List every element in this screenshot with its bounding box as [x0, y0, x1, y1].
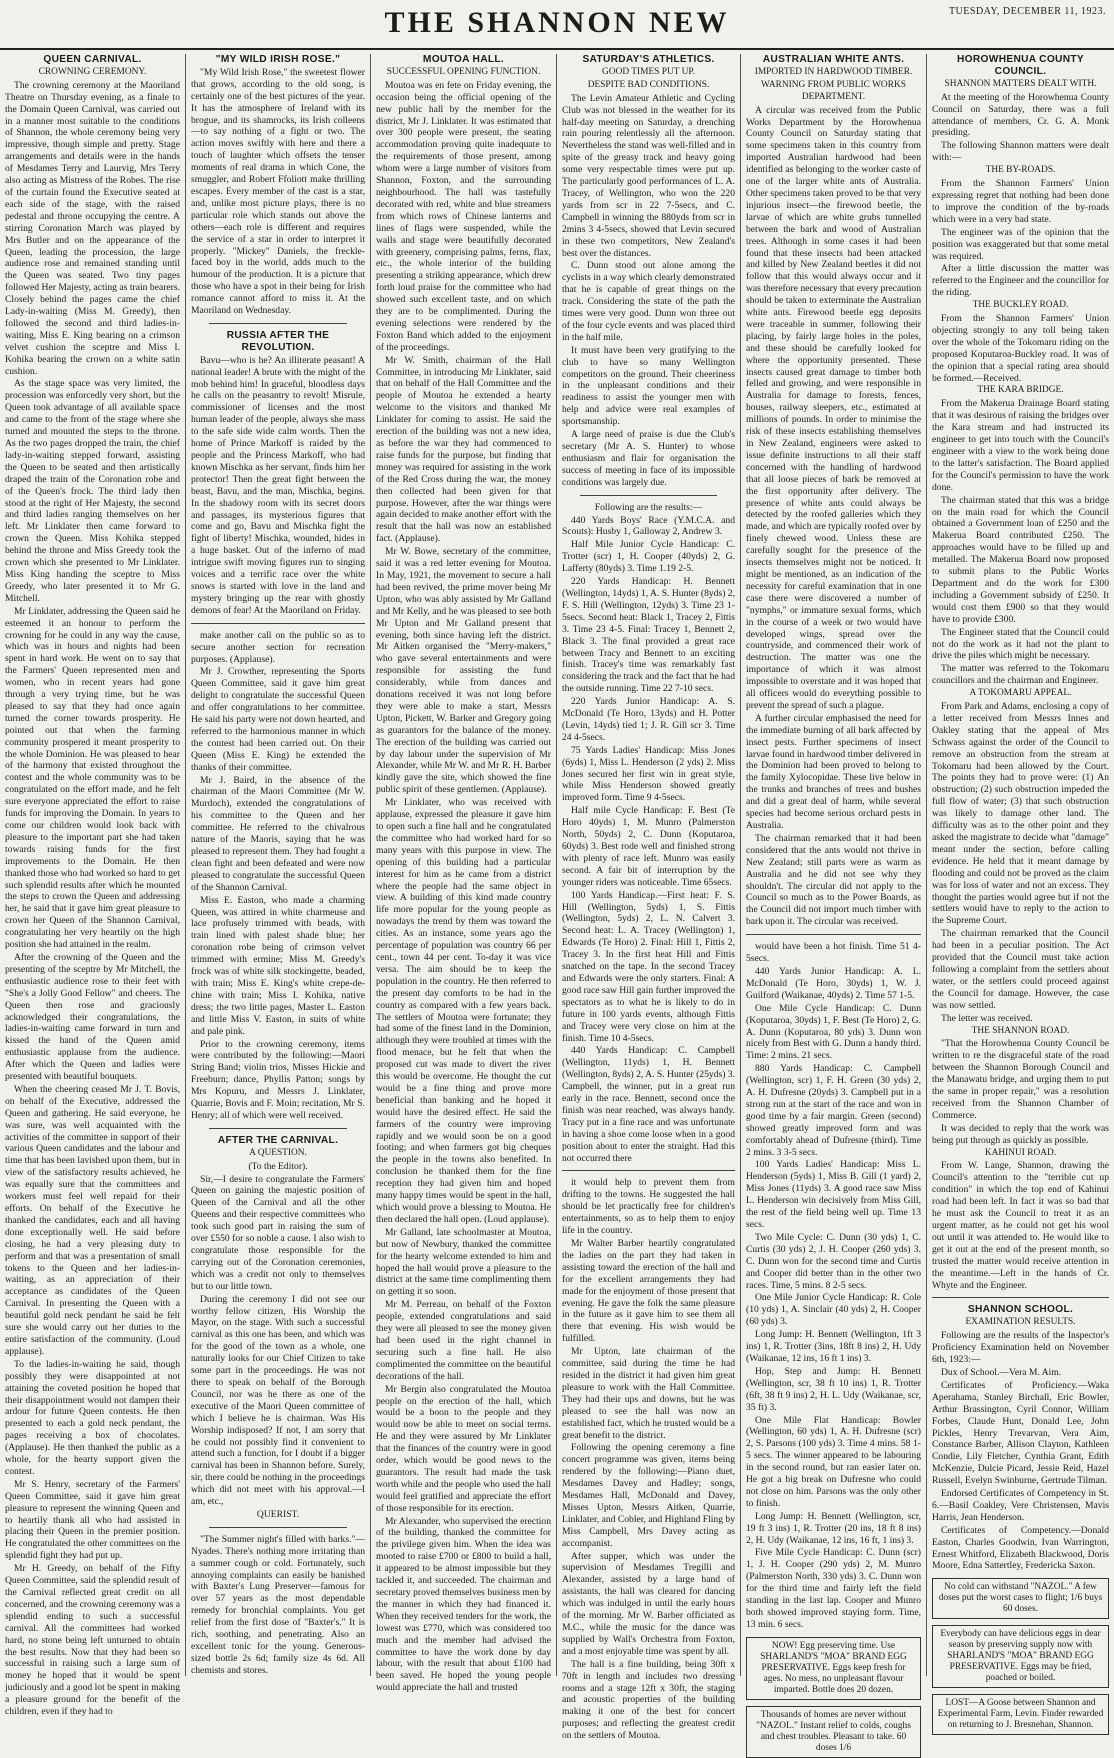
result-entry: 220 Yards Junior Handicap: A. S. McDonald (Te Horo, 13yds) and H. Potter (Levin, 14yds) tied 1; J. R. Gill scr 3. Time 24 4-5secs.: [562, 696, 735, 743]
article-paragraph: The hall is a fine building, being 30ft x 70ft in length and includes two dressing rooms and a stage 12ft x 30ft, the staging and acoustic properties of the building making it one of the best for concert purposes; and reflecting the greatest credit on the settlers of Moutoa.: [562, 1658, 735, 1742]
article-paragraph: A large need of praise is due the Club's secretary (Mr A. S. Hunter) to whose enthusiasm and flair for organisation the success of meeting in face of its impossible conditions was largely due.: [562, 429, 735, 488]
article-paragraph: The matter was referred to the Tokomaru councillors and the chairman and Engineer.: [932, 663, 1109, 687]
article-paragraph: From the Shannon Farmers' Union objecting strongly to any toll being taken over the whole of the Tokomaru riding on the proposed Koputaroa-Buckley road. It was of the opinion that a special rating area should be formed.—Received.: [932, 313, 1109, 384]
article-paragraph: Moutoa was en fete on Friday evening, the occasion being the official opening of the new public hall by the member for the district, Mr J. Linklater. It was estimated that over 300 people were present, the seating accommodation proving quite inadequate to the requirements of those present, among whom were a large number of visitors from Shannon, Foxton, and the surrounding neighbourhood. The hall was tastefully decorated with red, white and blue streamers from which rows of Chinese lanterns and lines of flags were suspended, while the walls and stage were beautifully decorated with greenery, comprising palms, ferns, flax, etc., the whole interior of the building presenting a striking appearance, which drew forth loud praise for the committee who had showed such excellent taste, and on which they are to be complimented. During the evening selections were rendered by the Foxton Band which added to the enjoyment of the proceedings.: [376, 79, 551, 353]
result-entry: 440 Yards Boys' Race (Y.M.C.A. and Scouts): Husby 1, Galloway 2, Andrew 3.: [562, 514, 735, 538]
article-paragraph: It was decided to reply that the work was being put through as quickly as possible.: [932, 1122, 1109, 1146]
result-entry: Long Jump: H. Bennett (Wellington, scr, 19 ft 3 ins) 1, R. Trotter (20 ins, 18 ft 8 ins) 2, H. Udy (Waikanae, 12 ins, 16 ft, 1 ins) 3.: [746, 1510, 921, 1546]
result-entry: 100 Yards Ladies' Handicap: Miss L. Henderson (5yds) 1, Miss B. Gill (1 yard) 2, Miss Jones (11yds) 3. A good race saw Miss L. Henderson win decisively from Miss Gill, the rest of the field being well up. Time 13 secs.: [746, 1159, 921, 1230]
divider: [209, 1527, 347, 1528]
article-paragraph: Following the opening ceremony a fine concert programme was given, items being rendered by the following:—Piano duet, Mesdames Davey and Hadley; songs, Mesdames Hall, McDonald and Davey, Misses Upton, Messrs Aitken, Quarrie, Linklater, and Cobler, and Highland Fling by Miss Campbell, Mrs Davey acting as accompanist.: [562, 1442, 735, 1549]
divider: [746, 934, 921, 935]
article-subheading: IMPORTED IN HARDWOOD TIMBER.: [754, 66, 913, 77]
article-paragraph: At the meeting of the Horowhenua County Council on Saturday, there was a full attendance of members, Cr. G. A. Monk presiding.: [932, 91, 1109, 139]
issue-date: TUESDAY, DECEMBER 11, 1923.: [948, 6, 1106, 17]
article-paragraph: Mr Linklater, addressing the Queen said he esteemed it an honour to perform the crowning for he could in any way the cause, which was in hours and nights had been spent in hard work. He went on to say that the Farmers' Queen represented men and women, who in recent years had gone through a very trying time, but he was pleased to say that they had once again turned the corner towards prosperity. He pointed out that when the farming community prospered it meant prosperity to the whole Dominion. He was pleased to hear of the harmony that existed throughout the contest and the whole community was to be congratulated on the effort made, and he felt sure everyone appreciated the effort to raise funds for improving the Domain. In years to come our children would look back with pleasure to the important part she had taken towards raising funds for the first improvements to the Domain. He then thanked those who had worked so hard to get such splendid results after which he mounted the steps to crown the Queen and addressing her, he said that it gave him great pleasure to crown her Queen of the Shannon Carnival, congratulating her very heartily on the high position she had attained in the realm.: [5, 605, 180, 951]
article-paragraph: After supper, which was under the supervision of Mesdames Tregilli and Alexander, assisted by a large band of assistants, the hall was cleared for dancing which was indulged in until the early hours of the morning. Mr W. Barber officiated as M.C., while the music for the dance was supplied by Wall's Orchestra from Foxton, and a most enjoyable time was spent by all.: [562, 1550, 735, 1657]
classified-lost-goose: LOST—A Goose between Shannon and Experimental Farm, Levin. Finder rewarded on returning to J. Bresnehan, Shannon.: [932, 1694, 1109, 1735]
article-paragraph: The Engineer stated that the Council could not do the work as it had not the plant to drive the piles which might be necessary.: [932, 626, 1109, 662]
article-paragraph: Sir,—I desire to congratulate the Farmers' Queen on gaining the majestic position of Queen of the Carnival and all the other Queens and their respective committees who took such good part in raising the sum of over £550 for so noble a cause. I also wish to congratulate those responsible for the carrying out of the Coronation ceremonies, which was a credit not only to themselves but to our little town.: [191, 1173, 365, 1292]
article-paragraph: Certificates of Competency.—Donald Easton, Charles Goodwin, Ivan Warrington, Ernest Whitford, Elizabeth Blackwood, Doris Moore, Edna Sattertley, Fredericka Saxon.: [932, 1524, 1109, 1572]
article-paragraph: As the stage space was very limited, the procession was enforcedly very short, but the Queen took advantage of all available space and came to the front of the stage where she turned and mounted the steps to the throne. As the two pages dropped the train, the chief lady-in-waiting stepped forward, assisting the Queen to be seated and then artistically draped the train of the Coronation robe and of the Queen's frock. The third lady then stood at the right of Her Majesty, the second and third ladies ranging themselves on her left. Mr Linklater then came forward to crown the Queen. Miss Kohika stepped behind the throne and Miss Greedy took the crown which she presented to Mr Linklater. Miss King handing the sceptre to Miss Greedy, who later presented it to Mr G. Mitchell.: [5, 378, 180, 604]
article-heading-queen-carnival: QUEEN CARNIVAL.: [43, 54, 142, 65]
article-paragraph: The chairman remarked that it had been considered that the ants would not thrive in New Zealand; still parts were as warm as Australia and he did not see why they shouldn't. The circular did not apply to the Council so much as to the Power Boards, as the Council did not import much timber with bark upon it. The circular was received.: [746, 832, 921, 928]
article-paragraph: Mr M. Perreau, on behalf of the Foxton people, extended congratulations and said they were all pleased to see the money given had been used in the right channel in securing such a fine hall. He also complimented the committee on the beautiful decorations of the hall.: [376, 1299, 551, 1382]
result-entry: 440 Yards Junior Handicap: A. L. McDonald (Te Horo, 30yds) 1, W. J. Guilford (Waikanae, 40yds) 2. Time 57 1-5.: [746, 965, 921, 1001]
article-subheading: EXAMINATION RESULTS.: [965, 1317, 1076, 1328]
article-paragraph: The crowning ceremony at the Maoriland Theatre on Thursday evening, as a finale to the Domain Queen Carnival, was carried out in a manner most suitable to the conditions of Shannon, the whole ceremony being very impressive, though simple and pretty. Stage arrangements and details were in the hands of Mesdames Terry and Laurvig, Mrs Terry also acting as Mistress of the Robes. The rise of the curtain found the Executive seated at each side of the stage, with the raised pedestal and throne occupying the centre. A stirring Coronation March was played by Mrs Butler and on the appearance of the Queen, leading the procession, the large audience rose and remained standing until the Queen was seated. Two tiny pages followed Her Majesty, acting as train bearers. Closely behind the pages came the chief Lady-in-waiting (Miss M. Greedy), then followed the second and third ladies-in-waiting, Miss E. King bearing on a crimson velvet cushion the sceptre and Miss I. Kohika bearing the crown on a white satin cushion.: [5, 79, 180, 377]
article-heading-wild-irish-rose: "MY WILD IRISH ROSE.": [215, 54, 341, 65]
article-heading-athletics: SATURDAY'S ATHLETICS.: [582, 54, 715, 65]
article-paragraph: During the ceremony I did not see our worthy fellow citizen, His Worship the Mayor, on the stage. With such a successful carnival as this one has been, and which was for the good of the town as a whole, one naturally looks for our Chief Citizen to take some part in the proceedings. He was not there to speak on behalf of the Borough Council, nor was he there as one of the executive of the Maori Queen committee of which I believe he is chairman. Was His Worship indisposed? If not, I am sorry that he could not possibly find it convenient to attend such a function, for I doubt if a bigger carnival has been in Shannon before. Surely, sir, there could be nothing in the proceedings which did not meet with his approval.—I am, etc.,: [191, 1293, 365, 1508]
newspaper-title: THE SHANNON NEW: [384, 6, 730, 39]
article-paragraph: It must have been very gratifying to the club to have so many Wellington competitors on the ground. Their cheeriness in the unpleasant conditions and their readiness to assist the younger men with help and advice were real examples of sportsmanship.: [562, 344, 735, 428]
article-paragraph: Mr Linklater, who was received with applause, expressed the pleasure it gave him to open such a fine hall and he congratulated the committee who had worked hard for so many years with this purpose in view. The opening of this building had a particular interest for him as he came from a district where the people had the same object in view. A building of this kind made country life more popular for the young people as nowadays the trend by them was toward the cities. As an instance, some years ago the percentage of population was country 66 per cent., town 44 per cent. To-day it was vice versa. The aim should be to keep the population in the country. He then referred to the present day comforts to be had in the country as compared with a few years back. The settlers of Moutoa were fortunate; they had some of the finest land in the Dominion, although they were troubled at times with the flood menace, but he felt that when the proposed cut was made to divert the river this would be overcome. He thought the cut would be a fine thing and prove more beneficial than banking and he hoped it would have the desired effect. He said the farmers of the country were improving rapidly and we would soon be on a good footing; and when farmers got big cheques the people in the towns also benefited. In conclusion he thanked them for the fine reception they had given him and hoped many happy times would be spent in the hall, which would prove a blessing to Moutoa. He then declared the hall open. (Loud applause).: [376, 797, 551, 1225]
article-paragraph: The engineer was of the opinion that the position was exaggerated but that some metal was required.: [932, 226, 1109, 262]
article-paragraph: Endorsed Certificates of Competency in St. 6.—Basil Coakley, Vere Christensen, Mavis Harris, Jean Henderson.: [932, 1488, 1109, 1523]
article-paragraph: Certificates of Proficiency.—Waka Aperahama, Stanley Birchall, Eric Bowler, Arthur Brassington, Cyril Connor, William Forbes, Claude Hunt, Donald Lee, John Pickles, Henry Trevarvan, Vera Aim, Constance Barber, Allison Clayton, Kathleen Condie, Lily Fletcher, Cynthia Grant, Edith McKenzie, Dulcie Picard, Jessie Reid, Hazel Russell, Evelyn Swinburne, Gertrude Tilman.: [932, 1379, 1109, 1487]
column-5: [740, 54, 926, 1753]
article-paragraph: Mr W. Bowe, secretary of the committee, said it was a red letter evening for Moutoa. In May, 1921, the movement to secure a hall had been revived, the prime mover being Mr Upton, who was ably assisted by Mr Galland and Mr Kelly, and he was pleased to see both Mr Upton and Mr Galland present that evening, both since having left the district. Mr Aitken organised the "Merry-makers," who gave several entertainments and were responsible for assisting the fund considerably, while from dances and donations received it was not long before they were able to make a start, Messrs Upton, Pickett, W. Barker and Gregory going as guarantors for the balance of the money. The erection of the building was carried out by day labour under the supervision of Mr Alexander, while Mr W. and Mr R. H. Barber kindly gave the site, which showed the fine public spirit of these gentlemen. (Applause).: [376, 546, 551, 796]
result-entry: One Mile Junior Cycle Handicap: R. Cole (10 yds) 1, A. Sinclair (40 yds) 2, H. Cooper (60 yds) 3.: [746, 1292, 921, 1328]
article-paragraph: Mr W. Smith, chairman of the Hall Committee, in introducing Mr Linklater, said that on behalf of the Hall Committee and the people of Moutoa he extended a hearty welcome to the visitors and thanked Mr Linklater for coming to assist. He said the erection of the building was not a new idea, as before the war they had commenced to raise funds for the purpose, but finding that money was required for assisting in the work of the Red Cross during the war, the money then collected had been given for that purpose. However, after the war things were again decided to make another effort with the result that the hall was now an established fact. (Applause).: [376, 354, 551, 545]
article-paragraph: Prior to the crowning ceremony, items were contributed by the following:—Maori String Band; violin trios, Misses Hickie and Freeburn; dance, Phyllis Patton; songs by Mrs Kopuru, and Messrs J. Linklater, Quarrie, Bovis and F. Moin; recitation, Mr S. Henry; all of which were well received.: [191, 1038, 365, 1121]
section-heading: THE BY-ROADS.: [985, 165, 1056, 176]
article-paragraph: Mr Galland, late schoolmaster at Moutoa, but now of Newbury, thanked the committee for the hearty welcome extended to him and hoped the hall would prove a pleasure to the district at the same time complimenting them on getting it so soon.: [376, 1226, 551, 1298]
result-entry: Half Mile Junior Cycle Handicap: C. Trotter (scr) 1, H. Cooper (40yds) 2, G. Lafferty (80yds) 3. Time 1.19 2-5.: [562, 539, 735, 575]
article-paragraph: To the ladies-in-waiting he said, though possibly they were disappointed at not attaining the coveted position he hoped that their disappointment would not dampen their ardour for future Queen contests. He then presented to each a gold neck pendant, the pages receiving a box of chocolates. (Applause). He then thanked the public as a whole, for the hearty support given the contest.: [5, 1358, 180, 1477]
result-entry: 100 Yards Handicap.—First heat: F. S. Hill (Wellington, 5yds) 1, S. Fittis (Wellington, 5yds) 2, L. N. Calvert 3. Second heat: L. A. Tracey (Wellington) 1, Edwards (Te Horo) 2. Final: Hill 1, Fittis 2, Tracey 3. In the first heat Hill and Fittis snatched on the tape. In the second Tracey and Edwards were the only starters. Final: A good race saw Hill gain further improved the spectators as to what he is likely to do in future in 100 yards events, although Fittis and Tracey were very close on him at the finish. Time 10 4-5secs.: [562, 889, 735, 1044]
article-heading-russia: RUSSIA AFTER THE REVOLUTION.: [226, 329, 330, 353]
column-1: [0, 54, 185, 1718]
article-paragraph: The chairman stated that this was a bridge on the main road for which the Council obtained a Government loan of £250 and the Makerua Board contributed £250. The approaches would have to be filled up and metalled. The Makerua Board now proposed to submit plans to the Public Works Department and do the work for £300 including a Government subsidy of £250. It would cost them £900 so that they would have to provide £300.: [932, 494, 1109, 625]
article-paragraph: After a little discussion the matter was referred to the Engineer and the councillor for the riding.: [932, 263, 1109, 299]
article-paragraph: (To the Editor).: [248, 1160, 308, 1172]
letter-signoff: QUERIST.: [256, 1508, 300, 1520]
section-heading: KAHINUI ROAD.: [984, 1147, 1057, 1158]
advertisement-egg-preservative: Everybody can have delicious eggs in dear season by preserving supply now with SHARLAND'S "MOA" BRAND EGG PRESERVATIVE. Eggs may be fried, poached or boiled.: [932, 1625, 1109, 1688]
divider: [209, 323, 347, 324]
result-entry: Five Mile Cycle Handicap: C. Dunn (scr) 1, J. H. Cooper (290 yds) 2, M. Munro (Palmerston North, 330 yds) 3. C. Dunn won for the third time and fairly left the field standing in the last lap. Cooper and Munro both showed improved staying form. Time, 13 min. 6 secs.: [746, 1547, 921, 1630]
article-paragraph: "That the Horowhenua County Council be written to re the disgraceful state of the road between the Shannon Borough Council and the Manawatu bridge, and urging them to put the same in proper repair," was a resolution received from the Shannon Chamber of Commerce.: [932, 1038, 1109, 1121]
masthead: [0, 0, 1114, 50]
results-label: Following are the results:—: [594, 501, 703, 513]
article-heading-white-ants: AUSTRALIAN WHITE ANTS.: [762, 54, 905, 65]
divider: [932, 1297, 1109, 1298]
article-paragraph: From W. Lange, Shannon, drawing the Council's attention to the "terrible cut up condition" in which the top end of Kahinui road had been left. In fact it was so bad that he must ask the Council to treat it as an urgent matter, as he could not get his wool out until it was attended to. He would like to get it out at the end of the present month, so trusted the matter would receive attention in the meantime.—Left in the hands of Cr. Whyte and the Engineer.: [932, 1160, 1109, 1291]
article-paragraph: Mr Alexander, who supervised the erection of the building, thanked the committee for the privilege given him. When the idea was mooted to raise £700 or £800 to build a hall, it appeared to be almost impossible but they tackled it, and succeeded. The chairman and secretary proved themselves business men by the manner in which they had financed it. When they received tenders for the work, the lowest was £770, which was considered too much and the member had advised the committee to have the work done by day labour, with the result that about £100 had been saved. He hoped the young people would appreciate the hall and trusted: [376, 1515, 551, 1694]
article-subheading: WARNING FROM PUBLIC WORKS DEPARTMENT.: [761, 79, 906, 102]
result-entry: One Mile Flat Handicap: Bowler (Wellington, 60 yds) 1, A. H. Dufresne (scr) 2, S. Parsons (100 yds) 3. Time 4 mins. 58 1-5 secs. The winner appeared to be labouring in the second round, but ran easier later on. He got a big break on Dufresne who could not close on him. Parsons was the only other to finish.: [746, 1414, 921, 1509]
divider: [562, 1170, 735, 1171]
result-entry: One Mile Cycle Handicap: C. Dunn (Koputaroa, 30yds) 1, F. Best (Te Horo) 2, G. A. Dunn (Koputaroa, 80 yds) 3. Dunn won nicely from Best with G. Dunn a handy third. Time: 2 mins. 21 secs.: [746, 1002, 921, 1062]
article-heading-county-council: HOROWHENUA COUNTY COUNCIL.: [957, 54, 1084, 77]
advertisement-egg-preservative: NOW! Egg preserving time. Use SHARLAND'S "MOA" BRAND EGG PRESERVATIVE. Eggs keep fresh for ages. No mess, no unpleasant flavour imparted. Bottle does 20 dozen.: [746, 1637, 921, 1700]
article-subheading: SHANNON MATTERS DEALT WITH.: [944, 78, 1097, 89]
article-paragraph: Mr J. Crowther, representing the Sports Queen Committee, said it gave him great delight to congratulate the successful Queen and offer congratulations to her committee. He said his party were not down hearted, and referred to the harmonious manner in which the contest had been carried out. On their Queen (Miss E. King) he extended the thanks of their committee.: [191, 666, 365, 773]
article-heading-shannon-school: SHANNON SCHOOL.: [967, 1304, 1074, 1316]
article-paragraph: "My Wild Irish Rose," the sweetest flower that grows, according to the old song, is certainly one of the best pictures of the year. It has the atmosphere of Ireland with its brogue, and its shamrocks, its Irish colleens—to say nothing of a fight or two. The action moves swiftly with here and there a touch of laughter which offsets the tenser moments of real drama in which Cone, the smuggler, and Robert Ffoliott make thrilling escapes. Every member of the cast is a star, and, unlike most picture plays, there is no particular role which stands out above the others—each role is different and requires the service of a star in order to interpret it properly. "Mickey" Daniels, the freckle-faced boy in the world, adds much to the humour of the production. It is a picture that those who have a spot in their being for Irish romance cannot afford to miss it. At the Maoriland on Wednesday.: [191, 66, 365, 317]
result-entry: would have been a hot finish. Time 51 4-5secs.: [746, 941, 921, 965]
article-paragraph: Mr Bergin also congratulated the Moutoa people on the erection of the hall, which would be a boon to the people and they would now be able to meet on social terms. He and they were assured by Mr Linklater that the finances of the country were in good order, which would be good news to the guarantors. The result had made the task worth while and the people who used the hall would feel gratified and appreciate the effort of those responsible for its erection.: [376, 1383, 551, 1514]
article-paragraph: From Park and Adams, enclosing a copy of a letter received from Messrs Innes and Oakley stating that the appeal of Mrs Schwass against the order of the Council to remove an obstruction from the stream at Tokomaru had been allowed by the Court. The points they had to prove were: (1) An obstruction; (2) such obstruction impeded the full flow of water; (3) that such obstruction was likely to damage other land. The difficulty was as to the other point and they asked the magistrate to decide what "damage" meant under the section, before calling evidence. He held that it meant damage by flooding and could not be proved as the claim was for loss of water and not an excess. They thought the parties would agree but if not the settlers would have to reply to the action to the Supreme Court.: [932, 701, 1109, 927]
column-6: [926, 54, 1114, 1731]
article-paragraph: The following Shannon matters were dealt with:—: [932, 140, 1109, 164]
result-entry: 75 Yards Ladies' Handicap: Miss Jones (6yds) 1, Miss L. Henderson (2 yds) 2. Miss Jones secured her first win in great style, while Miss Henderson showed greatly improved form. Time 9 4-5secs.: [562, 744, 735, 804]
article-paragraph: The letter was received.: [941, 1012, 1033, 1024]
article-subheading: CROWNING CEREMONY.: [38, 66, 147, 77]
article-heading-after-carnival: AFTER THE CARNIVAL.: [217, 1134, 339, 1146]
column-2: [185, 54, 370, 1676]
result-entry: Hop, Step and Jump: H. Bennett (Wellington, scr, 38 ft 10 ins) 1, R. Trotter (6ft, 38 ft 9 ins) 2, H. L. Udy (Waikanae, scr, 35 ft) 3.: [746, 1365, 921, 1413]
article-paragraph: The Levin Amateur Athletic and Cycling Club was not blessed in the weather for its half-day meeting on Saturday, a drenching rain pouring relentlessly all the afternoon. Nevertheless the stand was well-filled and in spite of the greasy track and heavy going some very respectable times were put up. The particularly good performances of L. A. Tracey, of Wellington, who won the 220 yards from scr in 22 7-5secs, and C. Campbell in winning the 880yds from scr in 2mins 3 4-5secs, showed that Levin secured in these two competitors, New Zealand's best over the distances.: [562, 92, 735, 259]
article-subheading: DESPITE BAD CONDITIONS.: [587, 79, 710, 90]
article-paragraph: Mr Upton, late chairman of the committee, said during the time he had resided in the district it had given him great pleasure to work with the Hall Committee. They had their ups and downs, but he was pleased to see the hall was now an established fact, which he trusted would be a great benefit to the district.: [562, 1346, 735, 1441]
column-4: [556, 54, 740, 1742]
article-subheading: A QUESTION.: [249, 1147, 307, 1158]
article-heading-moutoa-hall: MOUTOA HALL.: [422, 54, 505, 65]
article-paragraph: Mr S. Henry, secretary of the Farmers' Queen Committee, said it gave him great pleasure to represent the winning Queen and to heartily thank all who had assisted in placing their Queen in the premier position. He congratulated the other committees on the splendid fight they had put up.: [5, 1478, 180, 1562]
result-entry: Two Mile Cycle: C. Dunn (30 yds) 1, C. Curtis (30 yds) 2, J. H. Cooper (260 yds) 3. C. Dunn won for the second time and Curtis and Cooper did better than in the other two races. Time, 5 mins. 8 2-5 secs.: [746, 1231, 921, 1291]
article-paragraph: From the Makerua Drainage Board stating that it was desirous of raising the bridges over the Kara stream and had instructed its engineer to get into touch with the Council's engineer with a view to the work being done to the latter's satisfaction. The Board applied for the Council's permission to have the work done.: [932, 398, 1109, 493]
result-entry: 220 Yards Handicap: H. Bennett (Wellington, 14yds) 1, A. S. Hunter (8yds) 2, F. S. Hill (Wellington, 12yds) 3. Time 23 1-5secs. Second heat: Black 1, Tracey 2, Fittis 3. Time 23 4-5. Final: Tracey 1, Bennett 2, Black 3. The final provided a great race between Tracy and Bennett to an exciting finish. Tracey's time was remarkably fast considering the track and the fact that he had the outside running. Time 22 7-10 secs.: [562, 576, 735, 695]
article-paragraph: Bavu—who is he? An illiterate peasant! A national leader! A brute with the might of the mob behind him! In graceful, bloodless days he calls on the peasantry to revolt! Misrule, commissioner of licenses and the most human leader of the people, always she mass to the safe side wide calm words. Then the home of Prince Markoff is raided by the people and the Princess Markoff, who had known Mischka as her servant, finds him her protector! Then the great fight between the beast, Bavu, and the man, Mischka, begins. In the shadowy room with its secret doors and passages, its mysterious figures that come and go, Bavu and Mischka fight the fight of liberty! Mischka, wounded, hides in a huge basket. Out of the inferno of mad intrigue swift moving figures run to singing voices and a terrific race over the white snows is started with love in the land and mystery bringing up the rear with ghostly demons of fear! At the Maoriland on Friday.: [191, 354, 365, 616]
article-paragraph: Mr H. Greedy, on behalf of the Fifty Queen Committee, said the splendid result of the Carnival reflected great credit on all concerned, and the crowning ceremony was a splendid ending to such a successful carnival. All the committees had worked hard, no stone being left unturned to obtain the best results. Now that they had been so successful in raising such a large sum of money he hoped that it would be spent judiciously and a good lot be spent in making a pleasure ground for the benefit of the children, even if they had to: [5, 1563, 181, 1718]
advertisement-nazol: No cold can withstand "NAZOL." A few doses put the worst cases to flight; 1/6 buys 60 doses.: [932, 1578, 1109, 1619]
result-entry: 440 Yards Handicap: C. Campbell (Wellington, 11yds) 1, H. Bennett (Wellington, 8yds) 2, A. S. Hunter (25yds) 3. Campbell, the winner, put in a great run early in the race. Bennett, second once the finish was near reached, was always handy. Tracy put in a fine race and was unfortunate in having a shoe come loose when in a good position about to enter the straight. Had this not occurred there: [562, 1045, 735, 1164]
advertisement-text: "The Summer night's filled with barks."—Nyades. There's nothing more irritating than a summer cough or cold. Fortunately, such annoying complaints can easily be banished with Baxter's Lung Preserver—famous for over 57 years as the most dependable remedy for bronchial complaints. You get relief from the first dose of "Baxter's." It is rich, soothing, and penetrating. Also an excellent tonic for the young. Generous-sized bottle 2s 6d; family size 4s 6d. All chemists and stores.: [191, 1533, 365, 1676]
divider: [191, 623, 365, 624]
result-entry: Long Jump: H. Bennett (Wellington, 1ft 3 ins) 1, R. Trotter (3ins, 18ft 8 ins) 2, H. Udy (Waikanae, 12 ins, 16 ft 1 ins) 3.: [746, 1329, 921, 1364]
article-subheading: SUCCESSFUL OPENING FUNCTION.: [386, 66, 541, 77]
article-paragraph: it would help to prevent them from drifting to the towns. He suggested the hall should be let practically free for children's entertainments, so as to help them to enjoy life in the country.: [562, 1177, 735, 1237]
divider: [209, 1128, 347, 1129]
result-entry: 880 Yards Handicap: C. Campbell (Wellington, scr) 1, F. H. Green (30 yds) 2, A. H. Dufresne (20yds) 3. Campbell put in a strong run at the start of the race and won in good time by a fair margin. Green (second) showed greatly improved form and was comfortably ahead of Dufresne (third). Time 2 mins. 3 3-5 secs.: [746, 1063, 921, 1158]
article-paragraph: When the cheering ceased Mr J. T. Bovis, on behalf of the Executive, addressed the Queen and gathering. He said everyone, he was sure, was well acquainted with the activities of the committee in support of their various Queen candidates and the labour and time that has been lavished upon them, but in view of the satisfactory results achieved, he was equally sure that the committees and workers must feel well repaid for their efforts. On behalf of the Executive he thanked the candidates, each and all having done exceptionally well. He said before closing, he had a very pleasing duty to perform and that was a presentation of small tokens to the Queen and her ladies-in-waiting, as an appreciation of their acceptance as candidates of the Queen Carnival. In presenting the Queen with a beautiful gold neck pendant he said he felt sure she would carry out her duties to the entire satisfaction of the community. (Loud applause).: [5, 1083, 180, 1357]
advertisement-nazol: Thousands of homes are never without "NAZOL." Instant relief to colds, coughs and chest troubles. Pleasant to take. 60 doses 1/6: [746, 1706, 921, 1758]
article-paragraph: Dux of School.—Vera M. Aim.: [941, 1366, 1062, 1378]
article-paragraph: C. Dunn stood out alone among the cyclists in a way which clearly demonstrated that he is capable of great things on the track. Considering the state of the path the times were very good. Dunn won three out of the four cycle events and was placed third in the half mile.: [562, 260, 735, 343]
article-paragraph: From the Shannon Farmers' Union expressing regret that nothing had been done to improve the condition of the by-roads which were in a very bad state.: [932, 178, 1109, 225]
article-paragraph: Mr Walter Barber heartily congratulated the ladies on the part they had taken in assisting toward the erection of the hall and for the excellent arrangements they had made for the enjoyment of those present that evening. He gave the folk the same pleasure in the future as it gave him to see them all there that evening. His wish would be fulfilled.: [562, 1238, 735, 1345]
article-paragraph: A further circular emphasised the need for the immediate burning of all bark affected by insect pests. Further specimens of insect larvae found in hardwood timber delivered in the Dominion had been proved to belong to the family Xylocopidae. These live below in the trunks and branches of trees and bushes and did a great deal of harm, while several species had become serious orchard pests in Australia.: [746, 712, 921, 831]
article-paragraph: A circular was received from the Public Works Department by the Horowhenua County Council on Saturday stating that some specimens taken in this country from imported Australian hardwood had been identified as belonging to the worker caste of one of the larger white ants of Australia. Other specimens taken proved to be that very injurious insect—the firewood beetle, the larvae of which are white grubs tunnelled between the bark and wood of Australian trees. Although in some cases it had been found that these insects had been attacked and killed by New Zealand beetles it did not follow that this would always occur and it was therefore necessary that every precaution should be taken to exterminate the Australian white ants. Firewood beetle egg deposits were traceable in summer, following their placing, by fairly large holes in the poles, and these should be carefully looked for where the opportunity presented. These insects caused great damage to timber both felled and growing, and were responsible in Australia for damage to forests, fences, houses, railway sleepers, etc., estimated at millions of pounds. In order to minimise the risk of these insects establishing themselves in New Zealand, engineers were asked to issue definite instructions to all their staff concerned with the handling of hardwood that all loose pieces of bark be removed at the first opportunity after delivery. The presence of white ants could always be detected by the roofed galleries which they made, and which are typically roofed over by finely chewed wood. Unless these are carefully sought for the presence of the insects themselves might not be noticed. It might be mentioned, as an indication of the necessity for careful examination that in one case there were discovered a number of "nymphs," or immature sexual forms, which in the course of a week or two would have developed wings, spread over the countryside, and commenced their work of destruction. The matter was one the importance of which it was almost impossible to overstate and it was hoped that all officers would do everything possible to prevent the spread of such a plague.: [746, 104, 921, 711]
article-paragraph: make another call on the public so as to secure another section for recreation purposes. (Applause).: [191, 629, 365, 665]
result-entry: Half mile Cycle Handicap: F. Best (Te Horo 40yds) 1, M. Munro (Palmerston North, 50yds) 2, C. Dunn (Koputaroa, 60yds) 3. Best rode well and finished strong with plenty of race left. Munro was easily second. A fair bit of interruption by the younger riders was noticeable. Time 65secs.: [562, 805, 735, 888]
article-paragraph: After the crowning of the Queen and the presenting of the sceptre by Mr Mitchell, the enthusiastic audience rose to their feet with "She's a Jolly Good Fellow" and cheers. The Queen then rose and graciously acknowledged their congratulations, the ladies-in-waiting came forward in turn and kissed the hand of the Queen amid enthusiastic applause from the audience. After which the Queen and ladies were presented with beautiful bouquets.: [5, 951, 180, 1083]
article-paragraph: The chairman remarked that the Council had been in a peculiar position. The Act provided that the Council must take action following a complaint from the settlers about water, or the settlers could proceed against the Council for damage. However, the case was now settled.: [932, 928, 1109, 1011]
article-subheading: GOOD TIMES PUT UP.: [602, 66, 695, 77]
article-paragraph: Mr J. Baird, in the absence of the chairman of the Maori Committee (Mr W. Murdoch), extended the congratulations of his committee to the Queen and her committee. He referred to the chivalrous nature of the Maoris, saying that he was pleased to represent them. They had fought a clean fight and been defeated and were now pleased to congratulate the successful Queen of the Shannon Carnival.: [191, 774, 365, 893]
column-3: [370, 54, 556, 1694]
section-heading: THE SHANNON ROAD.: [971, 1025, 1070, 1036]
divider: [580, 495, 717, 496]
article-paragraph: Miss E. Easton, who made a charming Queen, was attired in white charmeuse and lace profusely trimmed with beads, with train lined with palest shade blue; her coronation robe being of crimson velvet trimmed with ermine; Miss M. Greedy's frock was of white silk stockingette, beaded, with train; Miss E. King's white crepe-de-chine with train; Miss I. Kohika, native dress; the two little pages, Master L. Easton and little Miss V. Easton, in suits of white and pale pink.: [191, 894, 365, 1037]
section-heading: A TOKOMARU APPEAL.: [969, 688, 1072, 699]
section-heading: THE BUCKLEY ROAD.: [972, 300, 1069, 311]
section-heading: THE KARA BRIDGE.: [977, 385, 1064, 396]
article-paragraph: Following are the results of the Inspector's Proficiency Examination held on November 6th, 1923:—: [932, 1330, 1109, 1366]
